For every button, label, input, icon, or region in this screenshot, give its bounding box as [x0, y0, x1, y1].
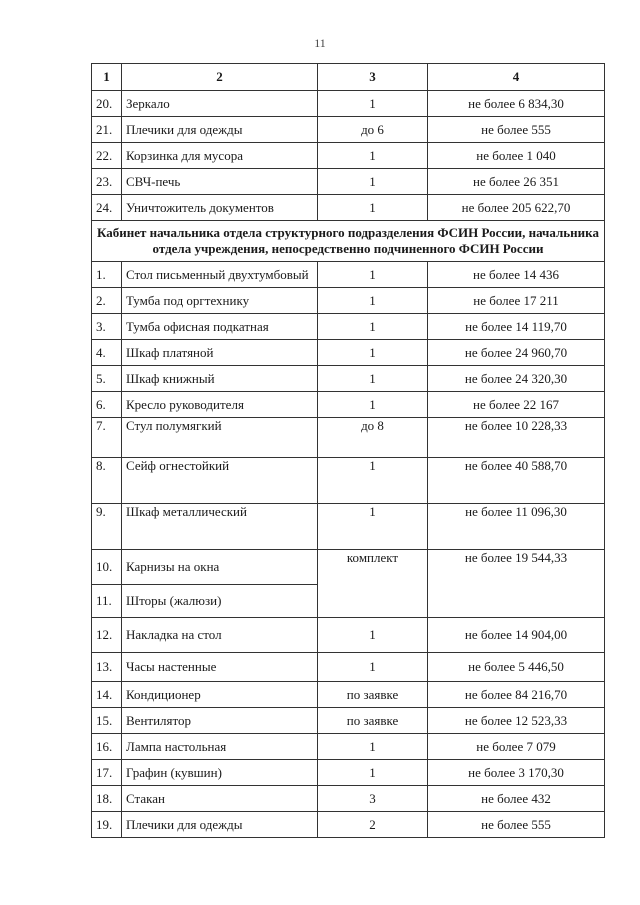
table-row: [92, 734, 605, 760]
item-price: не более 14 904,00: [428, 618, 605, 653]
table-header-row: [92, 64, 605, 91]
column-header: 2: [122, 64, 318, 91]
item-name: Уничтожитель документов: [122, 195, 318, 221]
table-row: [92, 314, 605, 340]
row-number: 7.: [92, 418, 122, 458]
item-price: не более 3 170,30: [428, 760, 605, 786]
item-name: СВЧ-печь: [122, 169, 318, 195]
item-price: не более 6 834,30: [428, 91, 605, 117]
row-number: 5.: [92, 366, 122, 392]
table-row: [92, 786, 605, 812]
row-number: 23.: [92, 169, 122, 195]
item-price: не более 205 622,70: [428, 195, 605, 221]
table-row: [92, 504, 605, 550]
table-row: [92, 550, 605, 585]
item-price: не более 555: [428, 812, 605, 838]
item-name: Кресло руководителя: [122, 392, 318, 418]
row-number: 13.: [92, 653, 122, 682]
item-price: не более 14 436: [428, 262, 605, 288]
item-price: не более 7 079: [428, 734, 605, 760]
section-header-row: [92, 221, 605, 262]
item-quantity: 1: [318, 340, 428, 366]
row-number: 8.: [92, 458, 122, 504]
item-quantity: по заявке: [318, 708, 428, 734]
item-price: не более 11 096,30: [428, 504, 605, 550]
item-name: Плечики для одежды: [122, 117, 318, 143]
item-quantity: 1: [318, 458, 428, 504]
item-quantity: 1: [318, 91, 428, 117]
table-row: [92, 812, 605, 838]
item-quantity: 1: [318, 504, 428, 550]
item-quantity: 1: [318, 653, 428, 682]
section-title: Кабинет начальника отдела структурного подразделения ФСИН России, начальника отдела учреждения, непосредственно подчиненного ФСИН России: [92, 221, 605, 262]
table-row: [92, 169, 605, 195]
item-quantity: 3: [318, 786, 428, 812]
item-price: не более 12 523,33: [428, 708, 605, 734]
row-number: 16.: [92, 734, 122, 760]
item-price: не более 24 320,30: [428, 366, 605, 392]
item-name: Сейф огнестойкий: [122, 458, 318, 504]
item-price: не более 1 040: [428, 143, 605, 169]
item-quantity: 1: [318, 262, 428, 288]
row-number: 10.: [92, 550, 122, 585]
table-row: [92, 117, 605, 143]
item-price: не более 24 960,70: [428, 340, 605, 366]
item-name: Лампа настольная: [122, 734, 318, 760]
table-row: [92, 653, 605, 682]
item-quantity: 1: [318, 392, 428, 418]
row-number: 15.: [92, 708, 122, 734]
item-quantity: 1: [318, 143, 428, 169]
item-name: Зеркало: [122, 91, 318, 117]
item-price: не более 26 351: [428, 169, 605, 195]
table-row: [92, 418, 605, 458]
row-number: 3.: [92, 314, 122, 340]
item-price: не более 19 544,33: [428, 550, 605, 618]
item-quantity: по заявке: [318, 682, 428, 708]
item-name: Шторы (жалюзи): [122, 585, 318, 618]
column-header: 3: [318, 64, 428, 91]
table-row: [92, 91, 605, 117]
table-row: [92, 262, 605, 288]
row-number: 19.: [92, 812, 122, 838]
item-price: не более 432: [428, 786, 605, 812]
item-price: не более 5 446,50: [428, 653, 605, 682]
item-name: Шкаф металлический: [122, 504, 318, 550]
table-row: [92, 618, 605, 653]
row-number: 24.: [92, 195, 122, 221]
item-name: Шкаф книжный: [122, 366, 318, 392]
item-quantity: 1: [318, 195, 428, 221]
item-price: не более 84 216,70: [428, 682, 605, 708]
page-number: 11: [314, 36, 326, 50]
item-quantity: 1: [318, 366, 428, 392]
row-number: 17.: [92, 760, 122, 786]
row-number: 20.: [92, 91, 122, 117]
row-number: 14.: [92, 682, 122, 708]
column-header: 4: [428, 64, 605, 91]
row-number: 21.: [92, 117, 122, 143]
item-name: Карнизы на окна: [122, 550, 318, 585]
item-name: Стол письменный двухтумбовый: [122, 262, 318, 288]
item-name: Тумба офисная подкатная: [122, 314, 318, 340]
row-number: 18.: [92, 786, 122, 812]
row-number: 1.: [92, 262, 122, 288]
item-name: Стакан: [122, 786, 318, 812]
item-quantity: 1: [318, 288, 428, 314]
table-row: [92, 760, 605, 786]
item-name: Часы настенные: [122, 653, 318, 682]
table-row: [92, 195, 605, 221]
table-row: [92, 682, 605, 708]
item-price: не более 22 167: [428, 392, 605, 418]
row-number: 4.: [92, 340, 122, 366]
row-number: 22.: [92, 143, 122, 169]
item-price: не более 14 119,70: [428, 314, 605, 340]
row-number: 9.: [92, 504, 122, 550]
table-row: [92, 708, 605, 734]
column-header: 1: [92, 64, 122, 91]
item-name: Графин (кувшин): [122, 760, 318, 786]
item-quantity: 1: [318, 618, 428, 653]
item-price: не более 17 211: [428, 288, 605, 314]
table-row: [92, 340, 605, 366]
item-name: Плечики для одежды: [122, 812, 318, 838]
item-price: не более 555: [428, 117, 605, 143]
item-quantity: 1: [318, 169, 428, 195]
table-row: [92, 143, 605, 169]
item-name: Вентилятор: [122, 708, 318, 734]
item-quantity: 1: [318, 314, 428, 340]
row-number: 12.: [92, 618, 122, 653]
table-row: [92, 458, 605, 504]
item-name: Стул полумягкий: [122, 418, 318, 458]
item-name: Накладка на стол: [122, 618, 318, 653]
item-name: Шкаф платяной: [122, 340, 318, 366]
table-row: [92, 288, 605, 314]
item-quantity: 1: [318, 760, 428, 786]
item-quantity: до 6: [318, 117, 428, 143]
item-quantity: 1: [318, 734, 428, 760]
item-name: Корзинка для мусора: [122, 143, 318, 169]
row-number: 2.: [92, 288, 122, 314]
item-quantity: до 8: [318, 418, 428, 458]
table-row: [92, 392, 605, 418]
item-name: Тумба под оргтехнику: [122, 288, 318, 314]
items-table: [91, 63, 605, 838]
item-price: не более 40 588,70: [428, 458, 605, 504]
table-row: [92, 366, 605, 392]
row-number: 11.: [92, 585, 122, 618]
row-number: 6.: [92, 392, 122, 418]
item-name: Кондиционер: [122, 682, 318, 708]
item-price: не более 10 228,33: [428, 418, 605, 458]
item-quantity: 2: [318, 812, 428, 838]
item-quantity: комплект: [318, 550, 428, 618]
